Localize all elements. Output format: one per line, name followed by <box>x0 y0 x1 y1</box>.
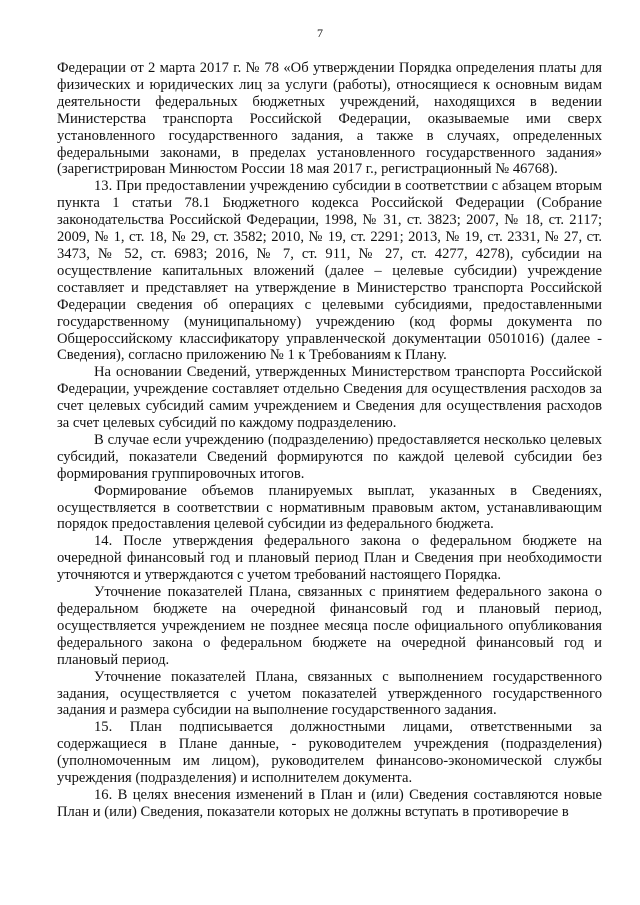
paragraph-multiple-subsidies: В случае если учреждению (подразделению) предоставляется несколько целевых субсидий, показатели Сведений формируются по каждой целевой субсидии без формирования группировочных итогов. <box>57 431 602 482</box>
paragraph-item-15: 15. План подписывается должностными лицами, ответственными за содержащиеся в Плане данные, - руководителем учреждения (подразделения) (уполномоченным им лицом), руководителем финансово-экономической службы учреждения (подразделения) и исполнителем документа. <box>57 719 602 787</box>
paragraph-item-14: 14. После утверждения федерального закона о федеральном бюджете на очередной финансовый год и плановый период План и Сведения при необходимости уточняются и утверждаются с учетом требований настоящего Порядка. <box>57 533 602 584</box>
paragraph-continuation: Федерации от 2 марта 2017 г. № 78 «Об утверждении Порядка определения платы для физических и юридических лиц за услуги (работы), относящиеся к основным видам деятельности федеральных бюджетных учреждений, находящихся в ведении Министерства транспорта Российской Федерации, оказываемые ими сверх установленного государственного задания, а также в случаях, определенных федеральными законами, в пределах установленного государственного задания» (зарегистрирован Минюстом России 18 мая 2017 г., регистрационный № 46768). <box>57 60 602 178</box>
paragraph-item-13: 13. При предоставлении учреждению субсидии в соответствии с абзацем вторым пункта 1 статьи 78.1 Бюджетного кодекса Российской Федерации (Собрание законодательства Российской Федерации, 1998, № 31, ст. 3823; 2007, № 18, ст. 2117; 2009, № 1, ст. 18, № 29, ст. 3582; 2010, № 19, ст. 2291; 2013, № 19, ст. 2331, № 27, ст. 3473, № 52, ст. 6983; 2016, № 7, ст. 911, № 27, ст. 4277, 4278), субсидии на осуществление капитальных вложений (далее – целевые субсидии) учреждение составляет и представляет на утверждение в Министерство транспорта Российской Федерации сведения об операциях с целевыми субсидиями, предоставленными государственному (муниципальному) учреждению (код формы документа по Общероссийскому классификатору управленческой документации 0501016) (далее - Сведения), согласно приложению № 1 к Требованиям к Плану. <box>57 178 602 364</box>
page-number: 7 <box>317 26 323 40</box>
paragraph-svedeniya-basis: На основании Сведений, утвержденных Министерством транспорта Российской Федерации, учреждение составляет отдельно Сведения для осуществления расходов за счет целевых субсидий самим учреждением и Сведения для осуществления расходов за счет целевых субсидий по каждому подразделению. <box>57 364 602 432</box>
document-body <box>57 60 602 821</box>
paragraph-plan-update-budget-law: Уточнение показателей Плана, связанных с принятием федерального закона о федеральном бюджете на очередной финансовый год и плановый период, осуществляется учреждением не позднее месяца после официального опубликования федерального закона о федеральном бюджете на очередной финансовый год и плановый период. <box>57 584 602 668</box>
paragraph-planned-payments: Формирование объемов планируемых выплат, указанных в Сведениях, осуществляется в соответствии с нормативным правовым актом, устанавливающим порядок предоставления целевой субсидии из федерального бюджета. <box>57 482 602 533</box>
paragraph-item-16: 16. В целях внесения изменений в План и (или) Сведения составляются новые План и (или) Сведения, показатели которых не должны вступать в противоречие в <box>57 786 602 820</box>
paragraph-plan-update-state-task: Уточнение показателей Плана, связанных с выполнением государственного задания, осуществляется с учетом показателей утвержденного государственного задания и размера субсидии на выполнение государственного задания. <box>57 668 602 719</box>
